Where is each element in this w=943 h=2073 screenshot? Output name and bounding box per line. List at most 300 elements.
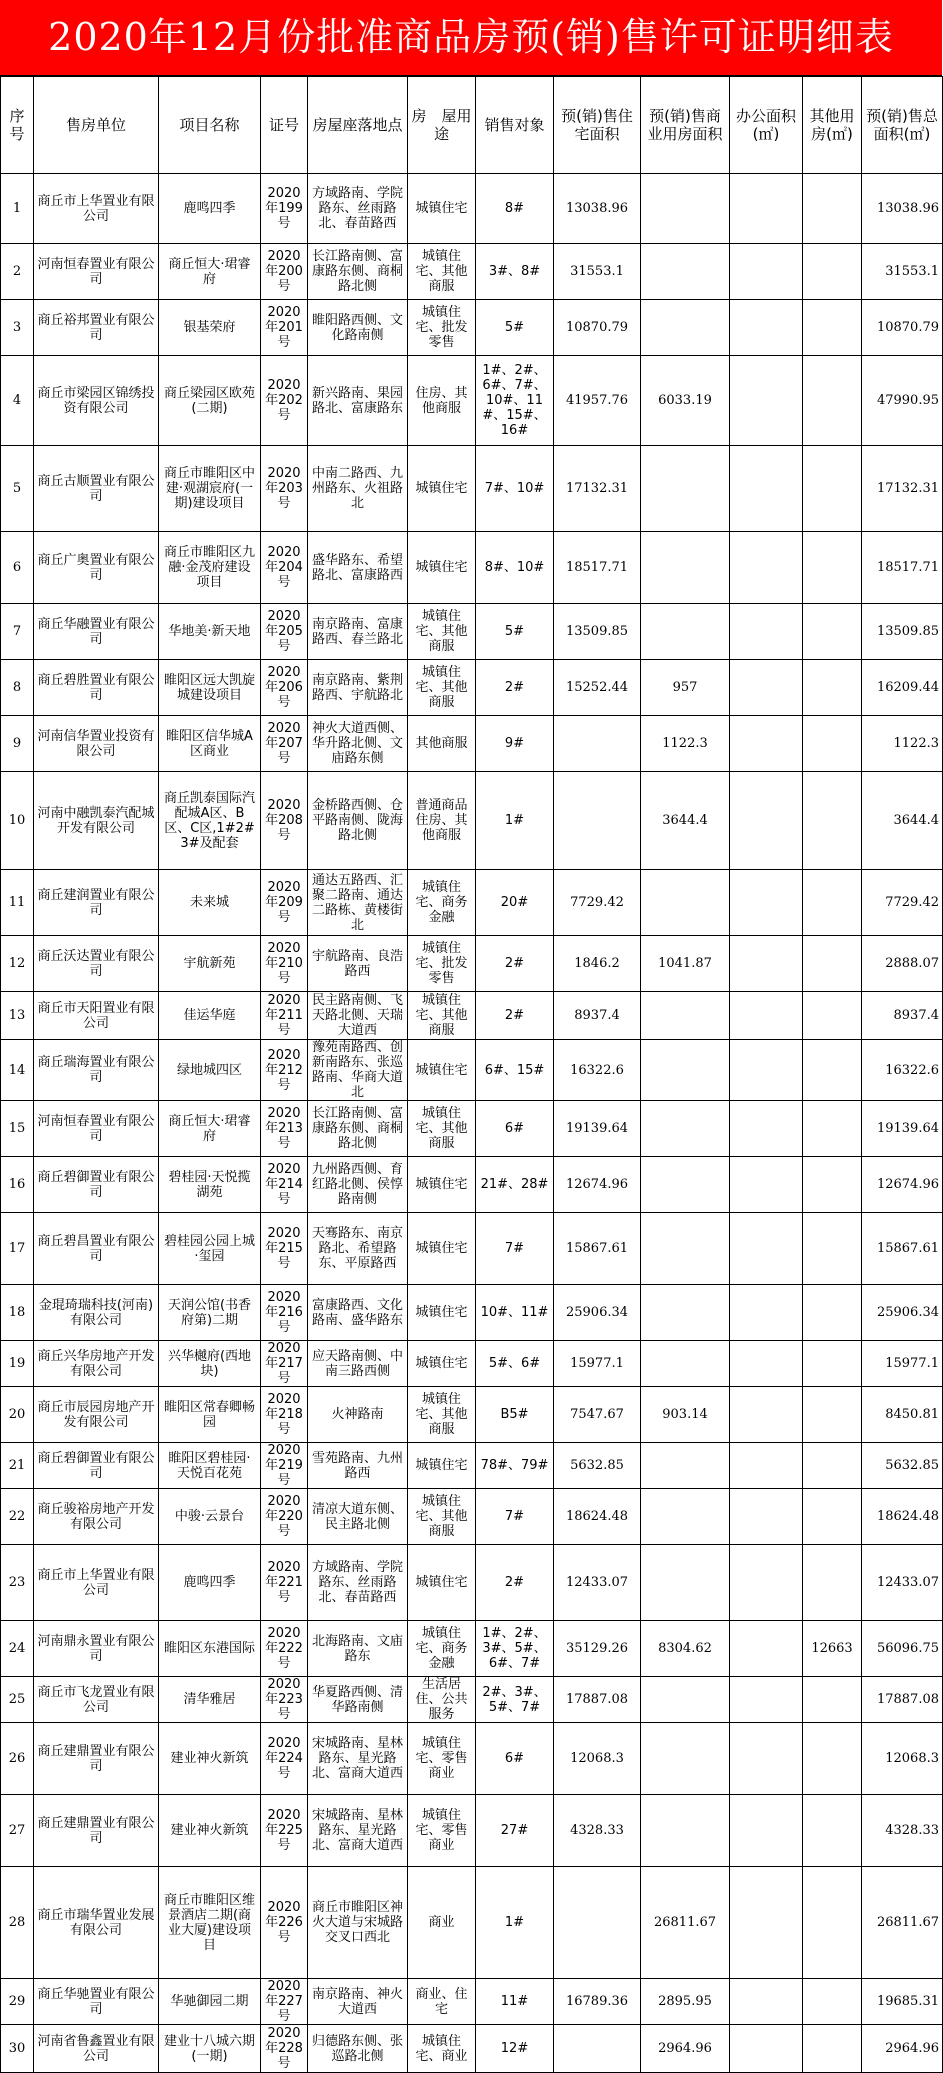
cell-total-area: 47990.95 <box>862 356 943 446</box>
cell-seq: 27 <box>1 1795 34 1867</box>
cell-target: 3#、8# <box>476 244 554 300</box>
cell-target: 78#、79# <box>476 1443 554 1489</box>
cell-seller: 商丘广奥置业有限公司 <box>34 532 159 604</box>
cell-office-area <box>730 1489 803 1545</box>
cell-usage: 城镇住宅、商务金融 <box>408 1621 476 1677</box>
cell-residential-area: 31553.1 <box>554 244 641 300</box>
cell-office-area <box>730 1157 803 1213</box>
cell-commercial-area: 8304.62 <box>641 1621 730 1677</box>
header-seller: 售房单位 <box>34 77 159 174</box>
cell-residential-area: 7729.42 <box>554 870 641 936</box>
cell-usage: 普通商品住房、其他商服 <box>408 772 476 870</box>
cell-commercial-area <box>641 1443 730 1489</box>
header-permit-no: 证号 <box>261 77 308 174</box>
page-title: 2020年12月份批准商品房预(销)售许可证明细表 <box>0 0 942 76</box>
cell-location: 雪苑路南、九州路西 <box>308 1443 408 1489</box>
cell-commercial-area: 1122.3 <box>641 716 730 772</box>
cell-permit-no: 2020年208号 <box>261 772 308 870</box>
cell-seller: 商丘碧御置业有限公司 <box>34 1443 159 1489</box>
cell-location: 方域路南、学院路东、丝雨路北、春苗路西 <box>308 1545 408 1621</box>
cell-seq: 14 <box>1 1040 34 1101</box>
cell-other-area <box>803 1795 862 1867</box>
cell-total-area: 2888.07 <box>862 936 943 992</box>
cell-location: 通达五路西、汇聚二路南、通达二路栋、黄楼街北 <box>308 870 408 936</box>
cell-seller: 商丘建润置业有限公司 <box>34 870 159 936</box>
cell-usage: 城镇住宅、其他商服 <box>408 1387 476 1443</box>
cell-residential-area: 25906.34 <box>554 1285 641 1341</box>
table-body <box>1 174 943 2073</box>
cell-residential-area: 35129.26 <box>554 1621 641 1677</box>
cell-total-area: 15977.1 <box>862 1341 943 1387</box>
table-row <box>1 1101 943 1157</box>
cell-seq: 19 <box>1 1341 34 1387</box>
cell-seq: 1 <box>1 174 34 244</box>
table-row <box>1 870 943 936</box>
cell-total-area: 17887.08 <box>862 1677 943 1723</box>
cell-target: 8#、10# <box>476 532 554 604</box>
cell-location: 富康路西、文化路南、盛华路东 <box>308 1285 408 1341</box>
table-row <box>1 300 943 356</box>
cell-seller: 商丘裕邦置业有限公司 <box>34 300 159 356</box>
cell-usage: 城镇住宅 <box>408 174 476 244</box>
cell-other-area <box>803 1040 862 1101</box>
table-row <box>1 446 943 532</box>
cell-seller: 河南信华置业投资有限公司 <box>34 716 159 772</box>
cell-seq: 12 <box>1 936 34 992</box>
cell-project: 兴华樾府(西地块) <box>159 1341 261 1387</box>
cell-usage: 商业、住宅 <box>408 1979 476 2025</box>
cell-usage: 城镇住宅 <box>408 1285 476 1341</box>
cell-commercial-area <box>641 1157 730 1213</box>
cell-permit-no: 2020年199号 <box>261 174 308 244</box>
cell-other-area <box>803 1387 862 1443</box>
cell-seq: 4 <box>1 356 34 446</box>
cell-residential-area: 10870.79 <box>554 300 641 356</box>
cell-seller: 商丘建鼎置业有限公司 <box>34 1795 159 1867</box>
cell-commercial-area: 903.14 <box>641 1387 730 1443</box>
cell-other-area <box>803 1677 862 1723</box>
cell-permit-no: 2020年209号 <box>261 870 308 936</box>
cell-office-area <box>730 356 803 446</box>
header-row <box>1 77 943 174</box>
cell-seq: 28 <box>1 1867 34 1979</box>
cell-location: 南京路南、富康路西、春兰路北 <box>308 604 408 660</box>
cell-location: 民主路南侧、飞天路北侧、天瑞大道西 <box>308 992 408 1040</box>
cell-target: 21#、28# <box>476 1157 554 1213</box>
cell-project: 睢阳区碧桂园·天悦百花苑 <box>159 1443 261 1489</box>
cell-target: 2#、3#、5#、7# <box>476 1677 554 1723</box>
cell-commercial-area: 2964.96 <box>641 2025 730 2073</box>
table-row <box>1 772 943 870</box>
cell-seller: 河南恒春置业有限公司 <box>34 244 159 300</box>
cell-office-area <box>730 1795 803 1867</box>
cell-other-area <box>803 936 862 992</box>
cell-other-area <box>803 1867 862 1979</box>
table-row <box>1 660 943 716</box>
cell-total-area: 13038.96 <box>862 174 943 244</box>
cell-office-area <box>730 1387 803 1443</box>
cell-office-area <box>730 1867 803 1979</box>
cell-permit-no: 2020年205号 <box>261 604 308 660</box>
header-target: 销售对象 <box>476 77 554 174</box>
cell-seq: 22 <box>1 1489 34 1545</box>
cell-commercial-area: 3644.4 <box>641 772 730 870</box>
cell-seller: 商丘建鼎置业有限公司 <box>34 1723 159 1795</box>
cell-location: 北海路南、文庙路东 <box>308 1621 408 1677</box>
cell-permit-no: 2020年216号 <box>261 1285 308 1341</box>
cell-commercial-area <box>641 1040 730 1101</box>
cell-seller: 河南鼎永置业有限公司 <box>34 1621 159 1677</box>
cell-seller: 商丘瑞海置业有限公司 <box>34 1040 159 1101</box>
cell-project: 碧桂园公园上城·玺园 <box>159 1213 261 1285</box>
cell-office-area <box>730 446 803 532</box>
cell-total-area: 5632.85 <box>862 1443 943 1489</box>
cell-total-area: 12433.07 <box>862 1545 943 1621</box>
cell-seller: 商丘市梁园区锦绣投资有限公司 <box>34 356 159 446</box>
cell-commercial-area <box>641 992 730 1040</box>
cell-residential-area: 13509.85 <box>554 604 641 660</box>
cell-total-area: 12068.3 <box>862 1723 943 1795</box>
cell-commercial-area <box>641 1101 730 1157</box>
cell-location: 火神路南 <box>308 1387 408 1443</box>
cell-commercial-area <box>641 244 730 300</box>
cell-target: 2# <box>476 660 554 716</box>
cell-seq: 2 <box>1 244 34 300</box>
cell-residential-area: 1846.2 <box>554 936 641 992</box>
cell-total-area: 18517.71 <box>862 532 943 604</box>
cell-permit-no: 2020年211号 <box>261 992 308 1040</box>
cell-target: 6# <box>476 1723 554 1795</box>
table-row <box>1 1443 943 1489</box>
cell-target: 2# <box>476 992 554 1040</box>
cell-location: 豫苑南路西、创新南路东、张巡路南、华商大道北 <box>308 1040 408 1101</box>
cell-location: 商丘市睢阳区神火大道与宋城路交叉口西北 <box>308 1867 408 1979</box>
cell-project: 鹿鸣四季 <box>159 1545 261 1621</box>
cell-office-area <box>730 1213 803 1285</box>
cell-location: 新兴路南、果园路北、富康路东 <box>308 356 408 446</box>
cell-other-area <box>803 660 862 716</box>
cell-permit-no: 2020年226号 <box>261 1867 308 1979</box>
cell-seq: 13 <box>1 992 34 1040</box>
cell-office-area <box>730 244 803 300</box>
cell-target: 7#、10# <box>476 446 554 532</box>
cell-permit-no: 2020年215号 <box>261 1213 308 1285</box>
cell-seq: 29 <box>1 1979 34 2025</box>
cell-permit-no: 2020年227号 <box>261 1979 308 2025</box>
cell-target: 11# <box>476 1979 554 2025</box>
cell-residential-area: 12674.96 <box>554 1157 641 1213</box>
table-row <box>1 174 943 244</box>
cell-commercial-area <box>641 1677 730 1723</box>
cell-seller: 河南恒春置业有限公司 <box>34 1101 159 1157</box>
cell-commercial-area <box>641 446 730 532</box>
cell-seq: 7 <box>1 604 34 660</box>
cell-permit-no: 2020年225号 <box>261 1795 308 1867</box>
cell-project: 银基荣府 <box>159 300 261 356</box>
cell-project: 建业神火新筑 <box>159 1723 261 1795</box>
table-row <box>1 1040 943 1101</box>
cell-other-area <box>803 716 862 772</box>
cell-seller: 商丘碧御置业有限公司 <box>34 1157 159 1213</box>
cell-office-area <box>730 1979 803 2025</box>
cell-permit-no: 2020年200号 <box>261 244 308 300</box>
table-row <box>1 716 943 772</box>
cell-residential-area <box>554 716 641 772</box>
cell-usage: 城镇住宅、商业 <box>408 2025 476 2073</box>
cell-project: 佳运华庭 <box>159 992 261 1040</box>
cell-project: 宇航新苑 <box>159 936 261 992</box>
cell-usage: 城镇住宅、批发零售 <box>408 936 476 992</box>
cell-usage: 生活居住、公共服务 <box>408 1677 476 1723</box>
cell-seller: 商丘华驰置业有限公司 <box>34 1979 159 2025</box>
cell-location: 长江路南侧、富康路东侧、商桐路北侧 <box>308 1101 408 1157</box>
cell-usage: 城镇住宅、批发零售 <box>408 300 476 356</box>
cell-residential-area: 15867.61 <box>554 1213 641 1285</box>
cell-office-area <box>730 1285 803 1341</box>
cell-office-area <box>730 1621 803 1677</box>
cell-target: 1# <box>476 772 554 870</box>
cell-residential-area: 18624.48 <box>554 1489 641 1545</box>
cell-usage: 城镇住宅、其他商服 <box>408 1101 476 1157</box>
cell-seq: 8 <box>1 660 34 716</box>
cell-seller: 河南中融凯泰汽配城开发有限公司 <box>34 772 159 870</box>
cell-permit-no: 2020年206号 <box>261 660 308 716</box>
cell-target: 1# <box>476 1867 554 1979</box>
cell-other-area <box>803 1723 862 1795</box>
header-other-area: 其他用房(㎡) <box>803 77 862 174</box>
cell-residential-area <box>554 1867 641 1979</box>
cell-location: 应天路南侧、中南三路西侧 <box>308 1341 408 1387</box>
cell-residential-area: 12068.3 <box>554 1723 641 1795</box>
cell-project: 华地美·新天地 <box>159 604 261 660</box>
cell-office-area <box>730 2025 803 2073</box>
cell-commercial-area: 957 <box>641 660 730 716</box>
cell-office-area <box>730 1341 803 1387</box>
cell-permit-no: 2020年201号 <box>261 300 308 356</box>
cell-seq: 21 <box>1 1443 34 1489</box>
cell-usage: 城镇住宅、零售商业 <box>408 1795 476 1867</box>
cell-commercial-area <box>641 604 730 660</box>
cell-office-area <box>730 174 803 244</box>
cell-other-area: 12663 <box>803 1621 862 1677</box>
table-row <box>1 1341 943 1387</box>
table-row <box>1 1677 943 1723</box>
cell-office-area <box>730 604 803 660</box>
cell-project: 商丘梁园区欧苑(二期) <box>159 356 261 446</box>
cell-target: 7# <box>476 1213 554 1285</box>
table-row <box>1 1621 943 1677</box>
cell-seller: 商丘市上华置业有限公司 <box>34 1545 159 1621</box>
table-row <box>1 1157 943 1213</box>
cell-office-area <box>730 1101 803 1157</box>
permit-table <box>0 76 943 2073</box>
cell-seq: 20 <box>1 1387 34 1443</box>
cell-project: 睢阳区常春卿畅园 <box>159 1387 261 1443</box>
cell-total-area: 2964.96 <box>862 2025 943 2073</box>
cell-seq: 25 <box>1 1677 34 1723</box>
cell-seq: 6 <box>1 532 34 604</box>
cell-residential-area: 17887.08 <box>554 1677 641 1723</box>
cell-usage: 城镇住宅 <box>408 446 476 532</box>
table-row <box>1 936 943 992</box>
cell-location: 宇航路南、良浩路西 <box>308 936 408 992</box>
cell-seller: 河南省鲁鑫置业有限公司 <box>34 2025 159 2073</box>
cell-other-area <box>803 356 862 446</box>
cell-usage: 城镇住宅 <box>408 1157 476 1213</box>
header-office-area: 办公面积(㎡) <box>730 77 803 174</box>
cell-other-area <box>803 1285 862 1341</box>
cell-usage: 城镇住宅、其他商服 <box>408 604 476 660</box>
cell-other-area <box>803 772 862 870</box>
cell-project: 商丘市睢阳区九融·金茂府建设项目 <box>159 532 261 604</box>
cell-office-area <box>730 772 803 870</box>
cell-project: 绿地城四区 <box>159 1040 261 1101</box>
cell-project: 商丘市睢阳区维景酒店二期(商业大厦)建设项目 <box>159 1867 261 1979</box>
cell-location: 天骞路东、南京路北、希望路东、平原路西 <box>308 1213 408 1285</box>
cell-seller: 商丘市天阳置业有限公司 <box>34 992 159 1040</box>
cell-commercial-area: 2895.95 <box>641 1979 730 2025</box>
cell-total-area: 1122.3 <box>862 716 943 772</box>
cell-location: 长江路南侧、富康路东侧、商桐路北侧 <box>308 244 408 300</box>
cell-seq: 16 <box>1 1157 34 1213</box>
cell-target: 9# <box>476 716 554 772</box>
cell-project: 建业十八城六期(一期) <box>159 2025 261 2073</box>
table-row <box>1 532 943 604</box>
cell-project: 商丘凯泰国际汽配城A区、B区、C区,1#2#3#及配套 <box>159 772 261 870</box>
cell-total-area: 13509.85 <box>862 604 943 660</box>
cell-office-area <box>730 936 803 992</box>
cell-residential-area: 4328.33 <box>554 1795 641 1867</box>
cell-commercial-area: 1041.87 <box>641 936 730 992</box>
cell-target: B5# <box>476 1387 554 1443</box>
cell-project: 未来城 <box>159 870 261 936</box>
cell-total-area: 3644.4 <box>862 772 943 870</box>
cell-other-area <box>803 1213 862 1285</box>
cell-seller: 商丘骏裕房地产开发有限公司 <box>34 1489 159 1545</box>
cell-location: 中南二路西、九州路东、火祖路北 <box>308 446 408 532</box>
cell-seq: 17 <box>1 1213 34 1285</box>
cell-seller: 商丘华融置业有限公司 <box>34 604 159 660</box>
table-row <box>1 1489 943 1545</box>
cell-total-area: 8450.81 <box>862 1387 943 1443</box>
cell-total-area: 18624.48 <box>862 1489 943 1545</box>
table-row <box>1 1723 943 1795</box>
cell-usage: 城镇住宅 <box>408 1040 476 1101</box>
cell-seq: 10 <box>1 772 34 870</box>
cell-permit-no: 2020年213号 <box>261 1101 308 1157</box>
cell-location: 盛华路东、希望路北、富康路西 <box>308 532 408 604</box>
cell-other-area <box>803 1157 862 1213</box>
table-row <box>1 1545 943 1621</box>
cell-other-area <box>803 992 862 1040</box>
cell-project: 建业神火新筑 <box>159 1795 261 1867</box>
cell-residential-area: 16789.36 <box>554 1979 641 2025</box>
cell-seller: 商丘兴华房地产开发有限公司 <box>34 1341 159 1387</box>
cell-total-area: 8937.4 <box>862 992 943 1040</box>
cell-commercial-area <box>641 1545 730 1621</box>
cell-total-area: 17132.31 <box>862 446 943 532</box>
table-row <box>1 992 943 1040</box>
cell-usage: 城镇住宅 <box>408 1545 476 1621</box>
cell-seq: 9 <box>1 716 34 772</box>
cell-project: 中骏·云景台 <box>159 1489 261 1545</box>
header-location: 房屋座落地点 <box>308 77 408 174</box>
cell-permit-no: 2020年224号 <box>261 1723 308 1795</box>
header-residential-area: 预(销)售住宅面积 <box>554 77 641 174</box>
cell-residential-area: 41957.76 <box>554 356 641 446</box>
cell-seq: 5 <box>1 446 34 532</box>
cell-total-area: 7729.42 <box>862 870 943 936</box>
cell-other-area <box>803 870 862 936</box>
cell-other-area <box>803 300 862 356</box>
cell-target: 2# <box>476 1545 554 1621</box>
cell-usage: 城镇住宅、零售商业 <box>408 1723 476 1795</box>
cell-project: 天润公馆(书香府第)二期 <box>159 1285 261 1341</box>
table-row <box>1 1795 943 1867</box>
cell-project: 华驰御园二期 <box>159 1979 261 2025</box>
cell-residential-area: 19139.64 <box>554 1101 641 1157</box>
cell-location: 金桥路西侧、仓平路南侧、陇海路北侧 <box>308 772 408 870</box>
cell-office-area <box>730 1040 803 1101</box>
cell-residential-area: 15977.1 <box>554 1341 641 1387</box>
cell-target: 8# <box>476 174 554 244</box>
cell-location: 九州路西侧、育红路北侧、侯惇路南侧 <box>308 1157 408 1213</box>
cell-residential-area: 18517.71 <box>554 532 641 604</box>
cell-permit-no: 2020年223号 <box>261 1677 308 1723</box>
table-row <box>1 1285 943 1341</box>
cell-permit-no: 2020年203号 <box>261 446 308 532</box>
cell-seller: 商丘古顺置业有限公司 <box>34 446 159 532</box>
table-row <box>1 604 943 660</box>
table-row <box>1 244 943 300</box>
cell-project: 清华雅居 <box>159 1677 261 1723</box>
table-row <box>1 1979 943 2025</box>
cell-residential-area: 12433.07 <box>554 1545 641 1621</box>
cell-seq: 3 <box>1 300 34 356</box>
cell-commercial-area <box>641 1723 730 1795</box>
cell-other-area <box>803 1443 862 1489</box>
cell-target: 6# <box>476 1101 554 1157</box>
cell-permit-no: 2020年219号 <box>261 1443 308 1489</box>
cell-usage: 城镇住宅、其他商服 <box>408 992 476 1040</box>
cell-total-area: 19685.31 <box>862 1979 943 2025</box>
cell-project: 商丘恒大·珺睿府 <box>159 244 261 300</box>
cell-project: 商丘市睢阳区中建·观湖宸府(一期)建设项目 <box>159 446 261 532</box>
cell-other-area <box>803 244 862 300</box>
cell-permit-no: 2020年202号 <box>261 356 308 446</box>
cell-project: 鹿鸣四季 <box>159 174 261 244</box>
cell-total-area: 16209.44 <box>862 660 943 716</box>
cell-office-area <box>730 1723 803 1795</box>
header-total-area: 预(销)售总面积(㎡) <box>862 77 943 174</box>
cell-seq: 15 <box>1 1101 34 1157</box>
cell-permit-no: 2020年207号 <box>261 716 308 772</box>
cell-seller: 商丘市飞龙置业有限公司 <box>34 1677 159 1723</box>
cell-residential-area: 15252.44 <box>554 660 641 716</box>
header-seq: 序号 <box>1 77 34 174</box>
cell-permit-no: 2020年214号 <box>261 1157 308 1213</box>
cell-total-area: 56096.75 <box>862 1621 943 1677</box>
header-commercial-area: 预(销)售商业用房面积 <box>641 77 730 174</box>
cell-usage: 城镇住宅 <box>408 1341 476 1387</box>
cell-commercial-area <box>641 1341 730 1387</box>
cell-office-area <box>730 532 803 604</box>
cell-seller: 商丘市瑞华置业发展有限公司 <box>34 1867 159 1979</box>
cell-residential-area: 8937.4 <box>554 992 641 1040</box>
cell-target: 27# <box>476 1795 554 1867</box>
cell-total-area: 26811.67 <box>862 1867 943 1979</box>
cell-usage: 城镇住宅 <box>408 532 476 604</box>
